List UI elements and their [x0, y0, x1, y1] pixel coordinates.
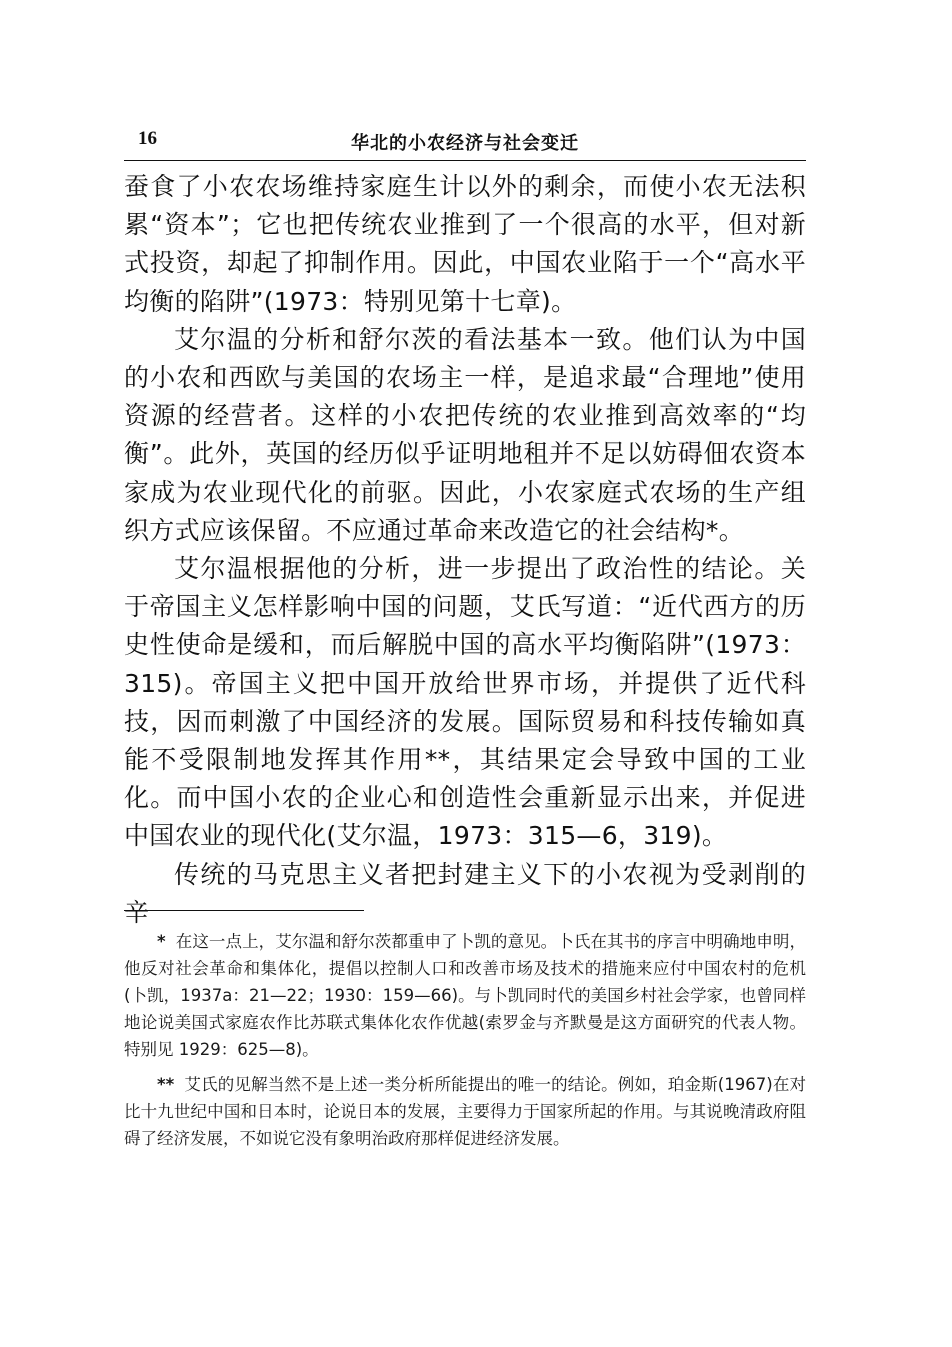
paragraph: 传统的马克思主义者把封建主义下的小农视为受剥削的辛	[124, 859, 806, 927]
footnote-text: 艾氏的见解当然不是上述一类分析所能提出的唯一的结论。例如，珀金斯(1967)在对比十九世纪中国和日本时，论说日本的发展，主要得力于国家所起的作用。与其说晚清政府阻碍了经济发展，不如说它没有象明治政府那样促进经济发展。	[124, 1075, 806, 1148]
page-number: 16	[138, 128, 157, 149]
main-text	[124, 168, 806, 932]
footnote-text: 在这一点上，艾尔温和舒尔茨都重申了卜凯的意见。卜氏在其书的序言中明确地申明，他反对社会革命和集体化，提倡以控制人口和改善市场及技术的措施来应付中国农村的危机(卜凯，1937a：21—22；1930：159—66)。与卜凯同时代的美国乡村社会学家，也曾同样地论说美国式家庭农作比苏联式集体化农作优越(索罗金与齐默曼是这方面研究的代表人物。特别见 1929：625—8)。	[124, 932, 806, 1059]
paragraph: 艾尔温的分析和舒尔茨的看法基本一致。他们认为中国的小农和西欧与美国的农场主一样，是追求最“合理地”使用资源的经营者。这样的小农把传统的农业推到高效率的“均衡”。此外，英国的经历似乎证明地租并不足以妨碍佃农资本家成为农业现代化的前驱。因此，小农家庭式农场的生产组织方式应该保留。不应通过革命来改造它的社会结构*。	[124, 324, 806, 545]
page-header	[124, 126, 806, 161]
footnote-divider	[124, 910, 364, 911]
footnote-mark: **	[157, 1075, 175, 1094]
footnote-mark: *	[157, 932, 166, 951]
footnote	[124, 928, 806, 1063]
running-title: 华北的小农经济与社会变迁	[351, 133, 579, 154]
paragraph-continued: 蚕食了小农农场维持家庭生计以外的剩余，而使小农无法积累“资本”；它也把传统农业推到了一个很高的水平，但对新式投资，却起了抑制作用。因此，中国农业陷于一个“高水平均衡的陷阱”(1973：特别见第十七章)。	[124, 172, 806, 316]
footnotes	[124, 928, 806, 1160]
footnote	[124, 1071, 806, 1152]
paragraph: 艾尔温根据他的分析，进一步提出了政治性的结论。关于帝国主义怎样影响中国的问题，艾氏写道：“近代西方的历史性使命是缓和，而后解脱中国的高水平均衡陷阱”(1973：315)。帝国主义把中国开放给世界市场，并提供了近代科技，因而刺激了中国经济的发展。国际贸易和科技传输如真能不受限制地发挥其作用**，其结果定会导致中国的工业化。而中国小农的企业心和创造性会重新显示出来，并促进中国农业的现代化(艾尔温，1973：315—6，319)。	[124, 554, 806, 851]
